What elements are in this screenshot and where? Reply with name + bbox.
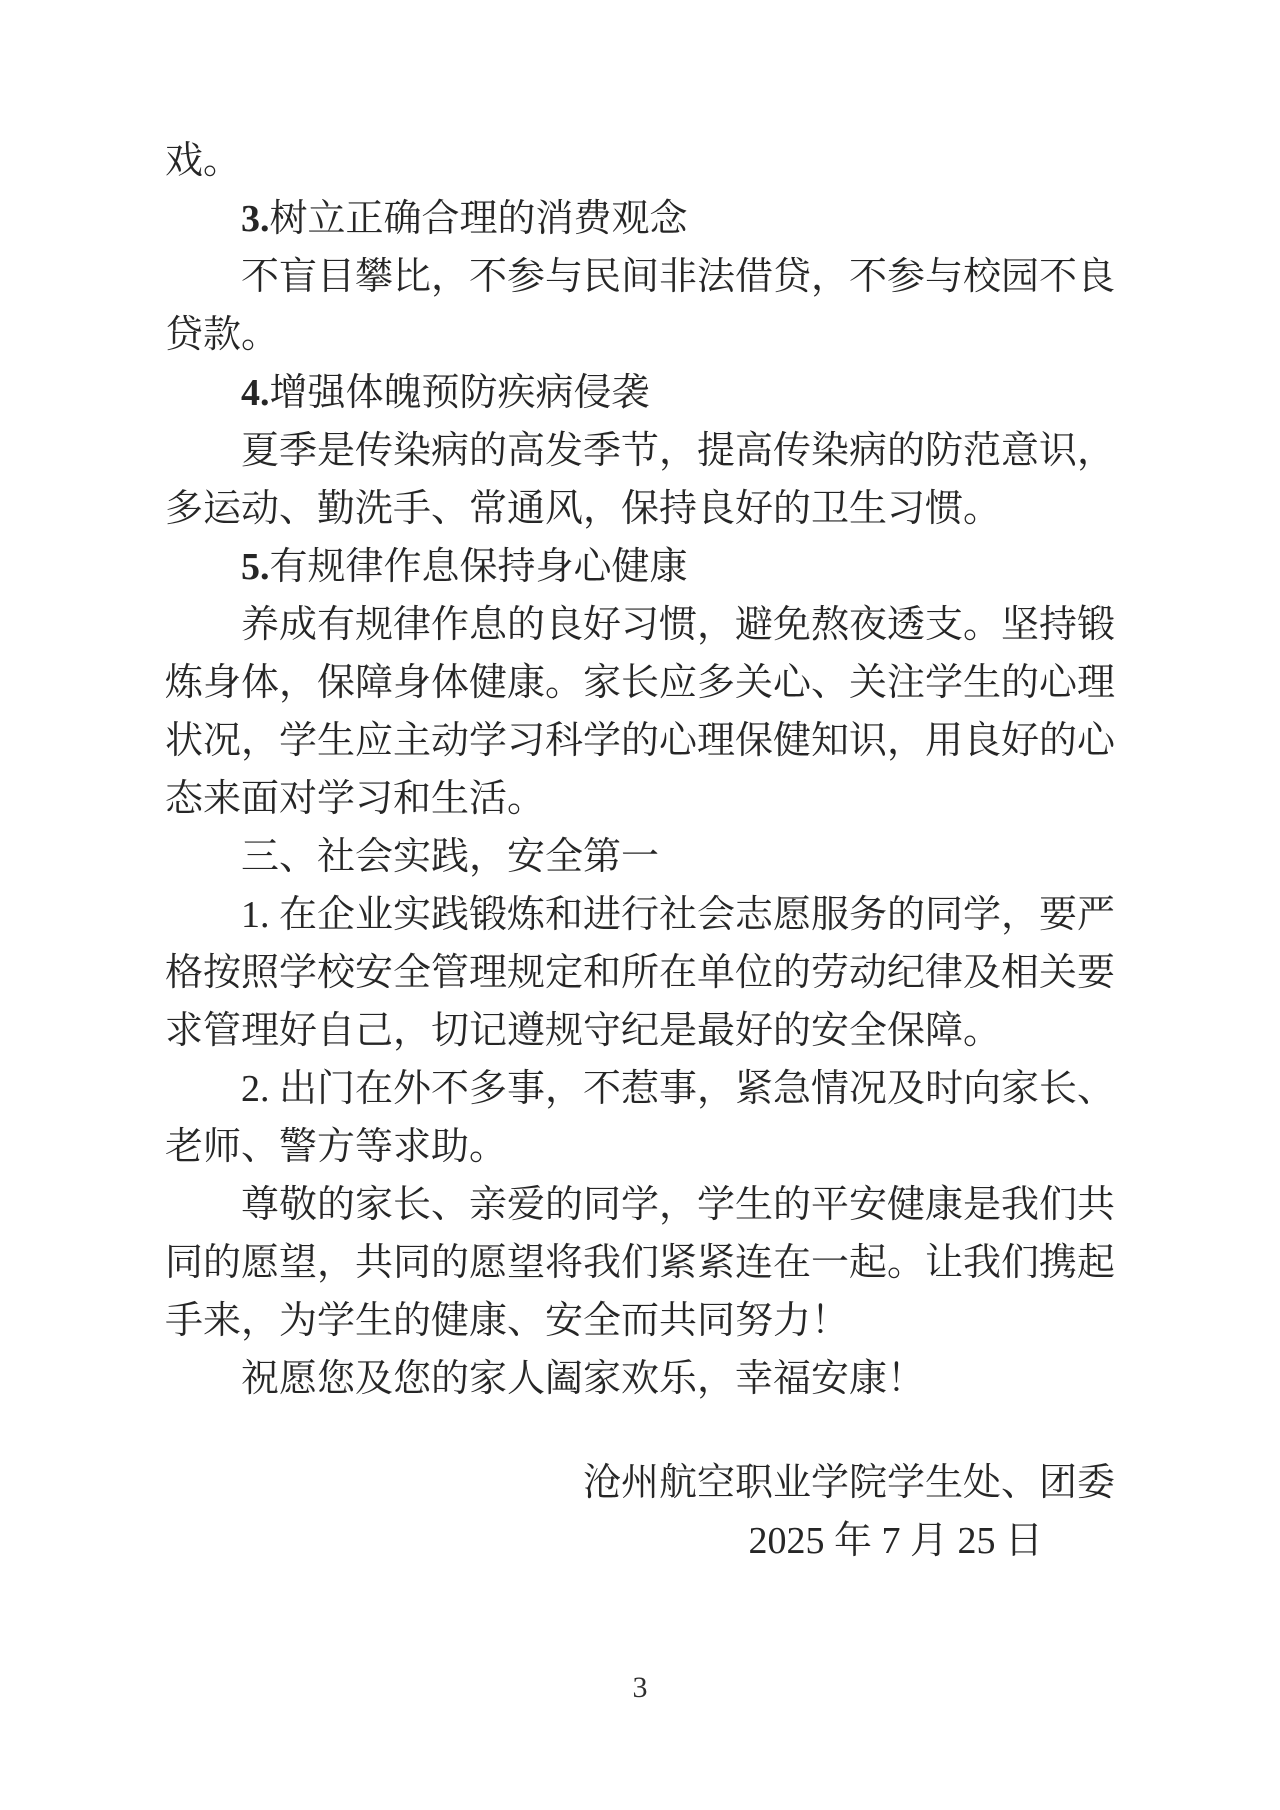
body-paragraph xyxy=(165,1060,1115,1176)
body-paragraph xyxy=(165,1176,1115,1350)
heading-paragraph xyxy=(165,828,1115,886)
body-paragraph xyxy=(165,132,1115,190)
paragraph-text: 有规律作息保持身心健康 xyxy=(269,546,688,588)
paragraph-text: 树立正确合理的消费观念 xyxy=(269,198,688,240)
body-paragraph xyxy=(165,596,1115,828)
paragraph-text: 不盲目攀比，不参与民间非法借贷，不参与校园不良贷款。 xyxy=(165,256,1116,356)
heading-paragraph xyxy=(165,538,1115,596)
signature-organization: 沧州航空职业学院学生处、团委 xyxy=(582,1462,1115,1504)
page-number: 3 xyxy=(632,1671,648,1704)
body-paragraph xyxy=(165,248,1115,364)
body-paragraph xyxy=(165,1350,1115,1408)
heading-number: 3. xyxy=(241,198,270,240)
paragraph-text: 2. 出门在外不多事，不惹事，紧急情况及时向家长、老师、警方等求助。 xyxy=(165,1068,1116,1168)
paragraph-text: 增强体魄预防疾病侵袭 xyxy=(269,372,650,414)
paragraph-text: 尊敬的家长、亲爱的同学，学生的平安健康是我们共同的愿望，共同的愿望将我们紧紧连在一起。让我们携起手来，为学生的健康、安全而共同努力！ xyxy=(165,1184,1116,1342)
paragraph-text: 1. 在企业实践锻炼和进行社会志愿服务的同学，要严格按照学校安全管理规定和所在单位的劳动纪律及相关要求管理好自己，切记遵规守纪是最好的安全保障。 xyxy=(165,894,1116,1052)
heading-paragraph xyxy=(165,364,1115,422)
heading-number: 4. xyxy=(241,372,270,414)
paragraph-text: 戏。 xyxy=(165,140,242,182)
document-body xyxy=(165,0,1115,1570)
body-paragraph xyxy=(165,422,1115,538)
body-paragraph xyxy=(165,886,1115,1060)
heading-number: 5. xyxy=(241,546,270,588)
signature-date: 2025 年 7 月 25 日 xyxy=(748,1520,1043,1562)
paragraph-text: 三、社会实践，安全第一 xyxy=(241,836,660,878)
paragraph-text: 祝愿您及您的家人阖家欢乐，幸福安康！ xyxy=(241,1358,926,1400)
paragraph-text: 养成有规律作息的良好习惯，避免熬夜透支。坚持锻炼身体，保障身体健康。家长应多关心、关注学生的心理状况，学生应主动学习科学的心理保健知识，用良好的心态来面对学习和生活。 xyxy=(165,604,1116,820)
heading-paragraph xyxy=(165,190,1115,248)
signature-block xyxy=(165,1454,1115,1570)
paragraph-text: 夏季是传染病的高发季节，提高传染病的防范意识，多运动、勤洗手、常通风，保持良好的卫生习惯。 xyxy=(165,430,1116,530)
